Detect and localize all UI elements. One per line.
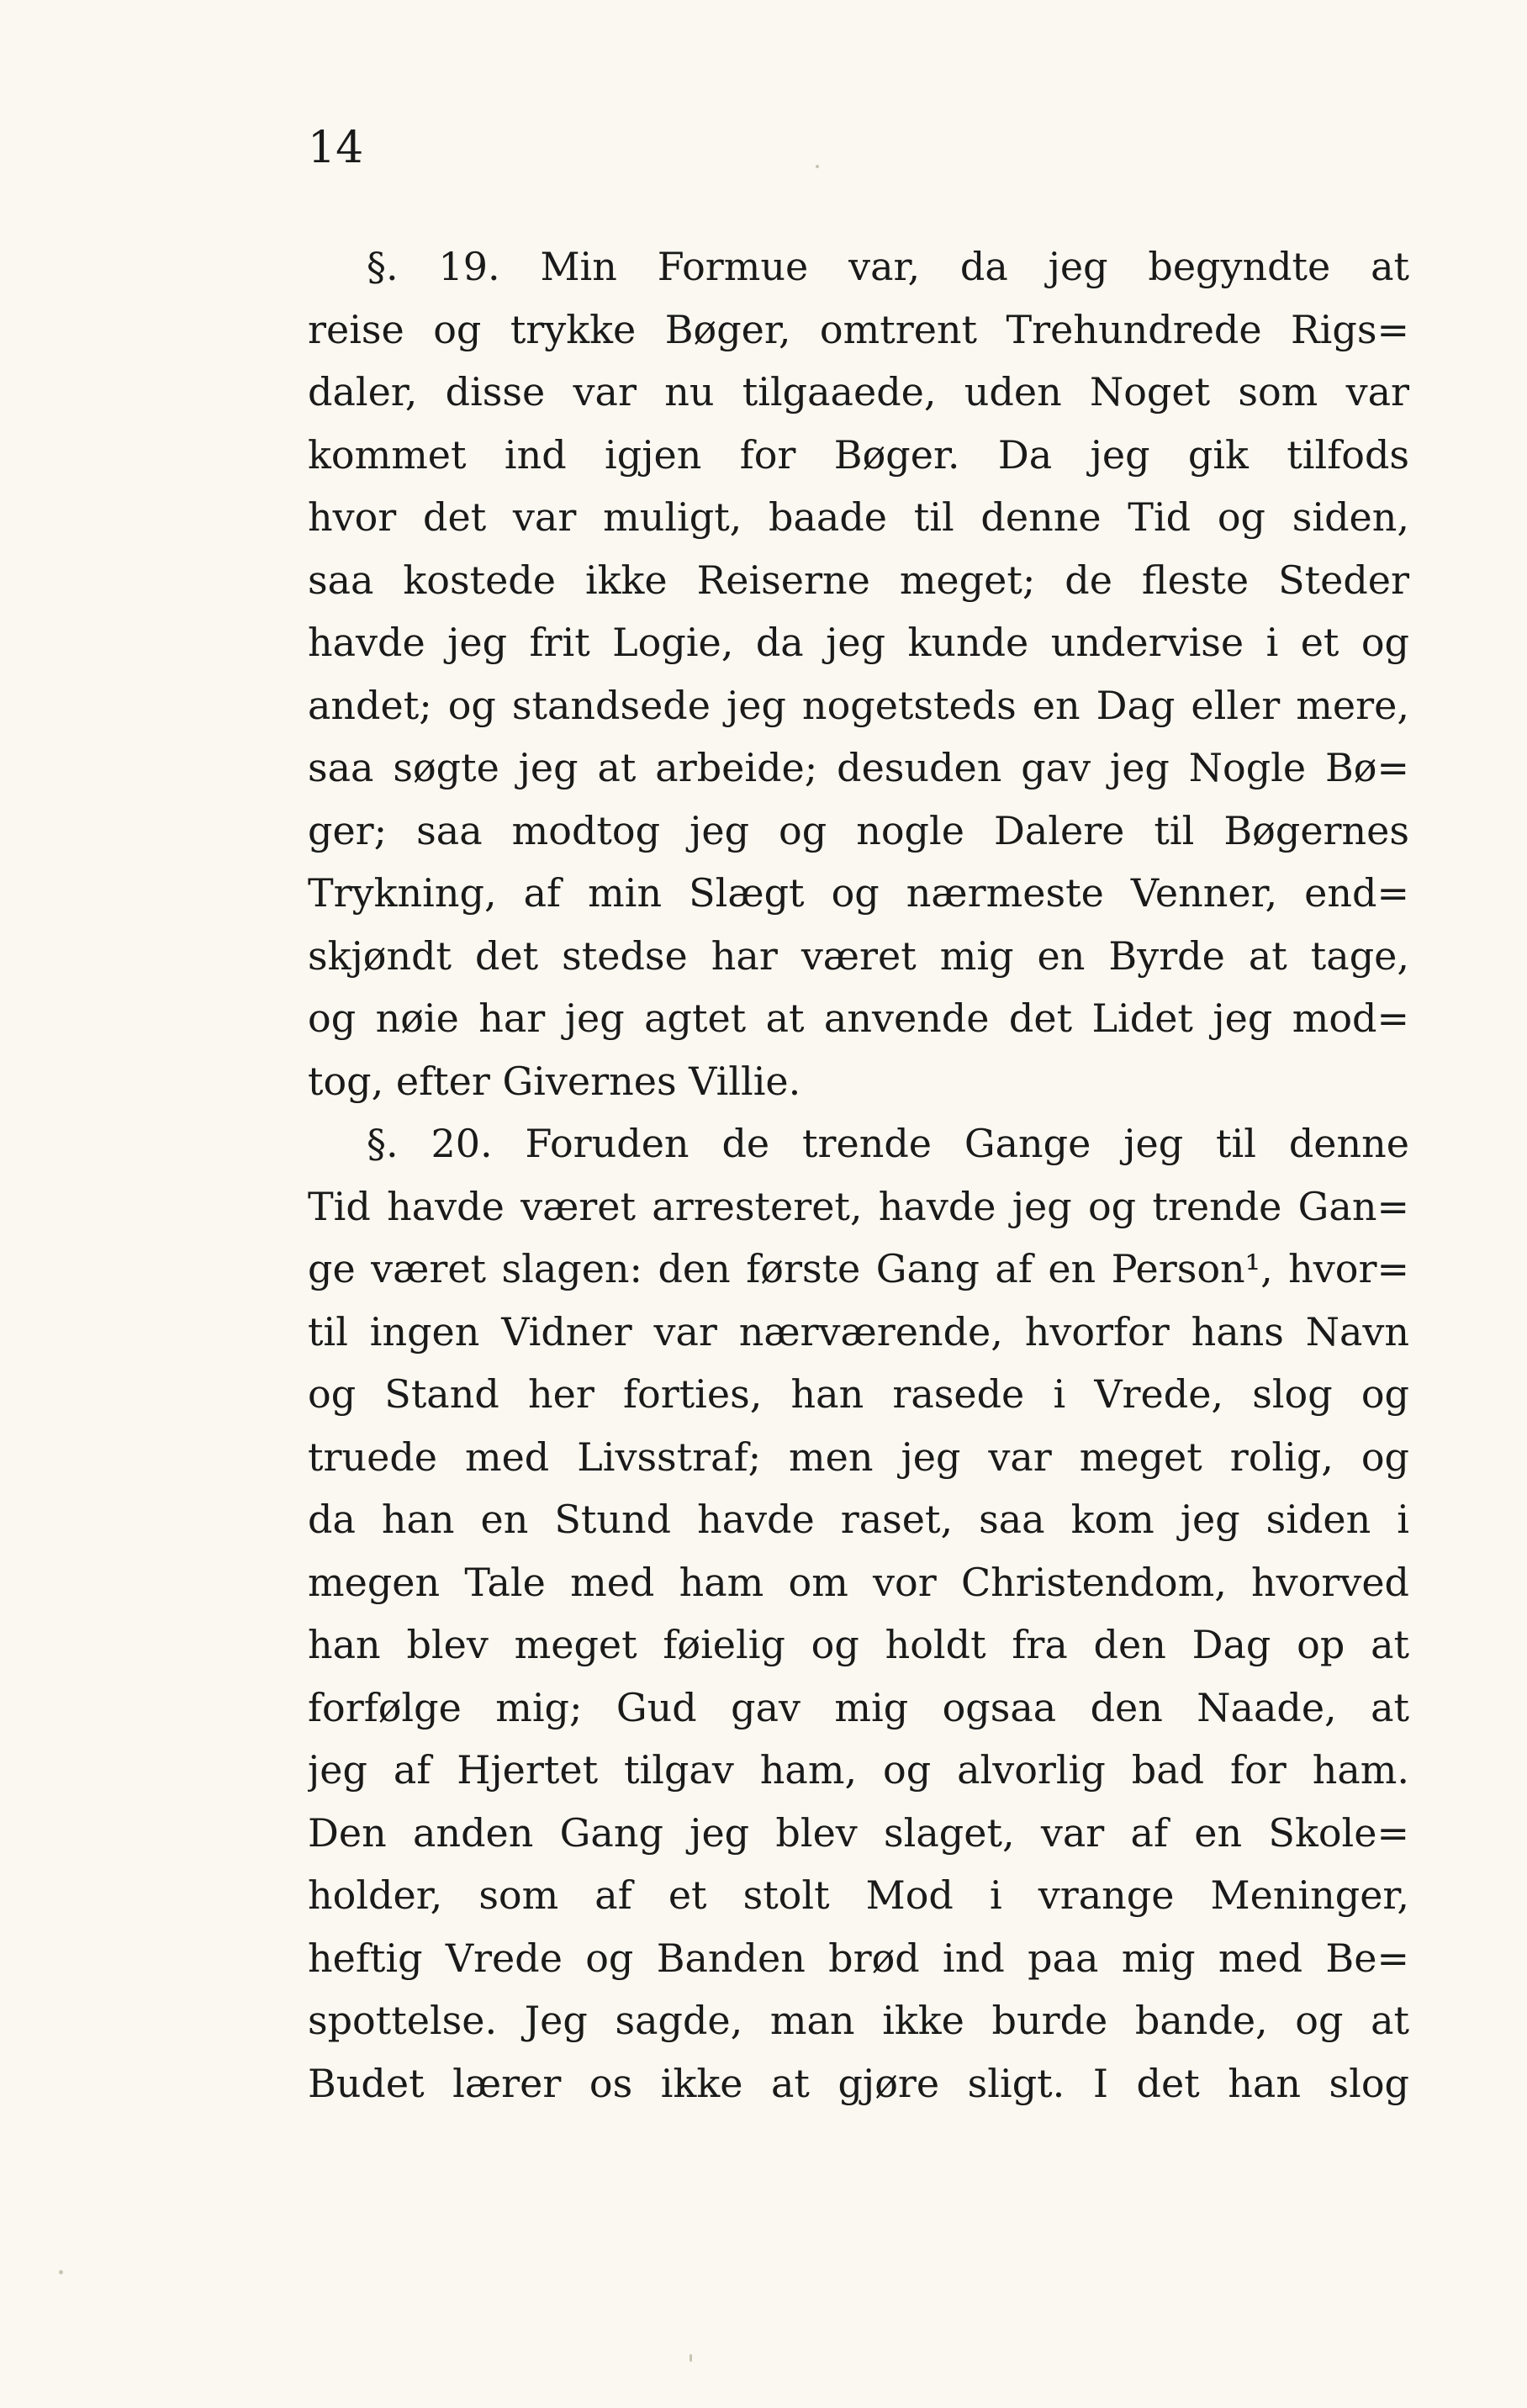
text-line: kommet ind igjen for Bøger. Da jeg gik tilfods bbox=[308, 431, 1409, 478]
text-line: da han en Stund havde raset, saa kom jeg siden i bbox=[308, 1497, 1409, 1542]
text-line: truede med Livsstraf; men jeg var meget rolig, og bbox=[308, 1434, 1409, 1480]
text-line: §. 19. Min Formue var, da jeg begyndte at bbox=[367, 244, 1409, 289]
paragraph-20 bbox=[308, 1112, 1409, 2115]
paragraph-19 bbox=[308, 235, 1409, 1112]
text-line: skjøndt det stedse har været mig en Byrde at tage, bbox=[308, 932, 1409, 979]
text-line: Trykning, af min Slægt og nærmeste Venner, end= bbox=[308, 870, 1409, 916]
page-number: 14 bbox=[308, 123, 364, 173]
text-line: havde jeg frit Logie, da jeg kunde undervise i et og bbox=[308, 620, 1409, 665]
text-line: jeg af Hjertet tilgav ham, og alvorlig bad for ham. bbox=[308, 1747, 1409, 1793]
text-line: til ingen Vidner var nærværende, hvorfor hans Navn bbox=[308, 1308, 1409, 1354]
text-line: Budet lærer os ikke at gjøre sligt. I det han slog bbox=[308, 2060, 1409, 2106]
text-line: §. 20. Foruden de trende Gange jeg til denne bbox=[367, 1121, 1409, 1166]
text-line: holder, som af et stolt Mod i vrange Meninger, bbox=[308, 1872, 1409, 1918]
body-text bbox=[308, 235, 1409, 2115]
text-line: og Stand her forties, han rasede i Vrede, slog og bbox=[308, 1371, 1409, 1417]
text-line: Den anden Gang jeg blev slaget, var af en Skole= bbox=[308, 1809, 1409, 1856]
paper-speck bbox=[690, 2354, 692, 2362]
text-line: reise og trykke Bøger, omtrent Trehundrede Rigs= bbox=[308, 306, 1409, 352]
text-line: ge været slagen: den første Gang af en Person¹, hvor= bbox=[308, 1246, 1409, 1291]
text-line: Tid havde været arresteret, havde jeg og trende Gan= bbox=[308, 1183, 1409, 1229]
text-line: spottelse. Jeg sagde, man ikke burde bande, og at bbox=[308, 1998, 1409, 2043]
paper-speck bbox=[816, 165, 819, 168]
text-line: tog, efter Givernes Villie. bbox=[308, 1058, 801, 1104]
text-line: forfølge mig; Gud gav mig ogsaa den Naade, at bbox=[308, 1684, 1409, 1730]
text-line: daler, disse var nu tilgaaede, uden Noget som var bbox=[308, 369, 1409, 415]
text-line: megen Tale med ham om vor Christendom, hvorved bbox=[308, 1559, 1409, 1605]
text-line: saa kostede ikke Reiserne meget; de fleste Steder bbox=[308, 557, 1409, 603]
text-line: saa søgte jeg at arbeide; desuden gav jeg Nogle Bø= bbox=[308, 745, 1409, 790]
text-line: heftig Vrede og Banden brød ind paa mig med Be= bbox=[308, 1935, 1409, 1981]
text-line: og nøie har jeg agtet at anvende det Lidet jeg mod= bbox=[308, 995, 1409, 1041]
text-line: han blev meget føielig og holdt fra den Dag op at bbox=[308, 1622, 1409, 1667]
paper-speck bbox=[59, 2270, 63, 2274]
text-line: hvor det var muligt, baade til denne Tid og siden, bbox=[308, 494, 1409, 540]
text-line: ger; saa modtog jeg og nogle Dalere til Bøgernes bbox=[308, 807, 1409, 853]
text-line: andet; og standsede jeg nogetsteds en Dag eller mere, bbox=[308, 682, 1409, 728]
